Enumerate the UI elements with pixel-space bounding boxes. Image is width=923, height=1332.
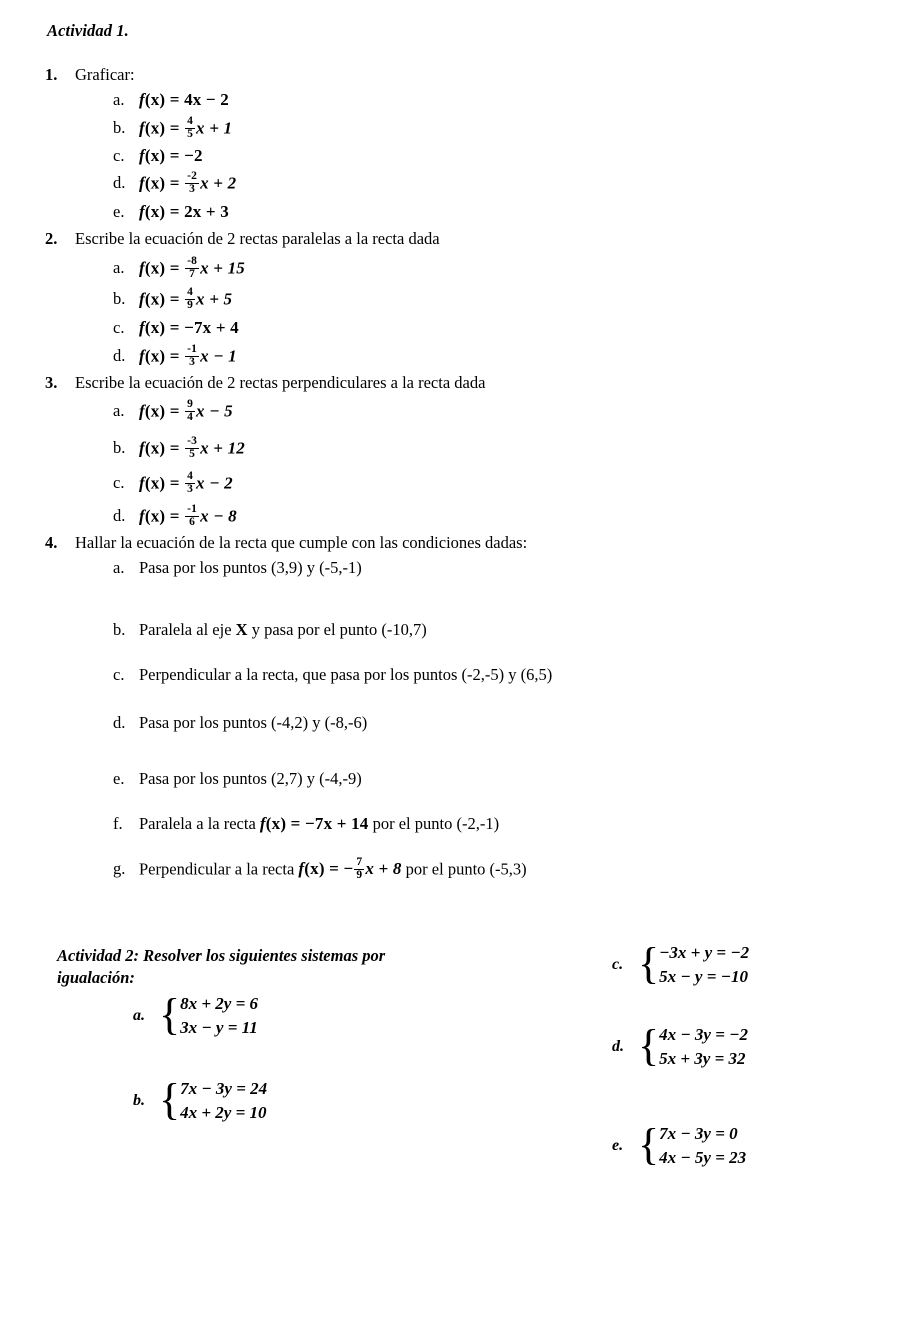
fraction-3d: $\frac{-1}{6}$ — [187, 503, 198, 528]
list-item-3 — [45, 373, 485, 393]
fraction-3c: $\frac{4}{3}$ — [187, 470, 194, 495]
formula-body: (x) = — [144, 438, 185, 458]
item-number: 4. — [45, 533, 58, 552]
formula-tail: x + 15 — [200, 258, 245, 278]
sub-letter: a. — [113, 401, 125, 421]
system-d — [612, 1020, 748, 1071]
sub-letter: a. — [113, 258, 125, 278]
formula-tail: x − 2 — [196, 473, 233, 493]
list-item-1e — [113, 202, 229, 222]
equation-2: 4x + 2y = 10 — [180, 1103, 267, 1123]
function-name: f — [139, 118, 145, 138]
system-c — [612, 938, 750, 989]
formula-1a — [139, 90, 229, 110]
system-e — [612, 1119, 747, 1170]
sub-letter: d. — [113, 713, 126, 732]
brace-icon: { — [638, 938, 660, 988]
system-equations — [659, 1122, 746, 1170]
formula-body: (x) = — [144, 473, 185, 493]
system-equations — [180, 1077, 267, 1125]
item-number: 3. — [45, 373, 58, 392]
sub-letter: d. — [113, 346, 126, 366]
list-item-4 — [45, 533, 527, 553]
system-equations — [659, 941, 749, 989]
function-name: f — [139, 90, 145, 109]
sub-letter: b. — [113, 438, 126, 458]
axis-label: X — [235, 620, 248, 639]
sub-letter: e. — [113, 769, 125, 788]
list-item-3d — [113, 505, 237, 529]
list-item-2a — [113, 257, 245, 281]
system-equations — [180, 992, 258, 1040]
function-name: f — [139, 318, 145, 337]
formula-body: (x) = — [144, 118, 185, 138]
formula-body: (x) = — [144, 258, 185, 278]
condition-4c: Perpendicular a la recta, que pasa por los puntos (-2,-5) y (6,5) — [139, 665, 553, 684]
function-name: f — [139, 346, 145, 366]
equation-1: 7x − 3y = 0 — [659, 1124, 738, 1143]
formula-tail: x + 12 — [200, 438, 245, 458]
formula-tail: x + 5 — [196, 289, 233, 309]
fraction-1b: $\frac{4}{5}$ — [187, 115, 194, 140]
function-name: f — [139, 146, 145, 165]
system-b — [133, 1074, 268, 1125]
list-item-1b — [113, 117, 232, 141]
item-text: Graficar: — [75, 65, 135, 84]
formula-1c — [139, 146, 203, 166]
formula-1d — [139, 172, 236, 196]
condition-4f: Paralela a la recta f(x) = −7x + 14 por el punto (-2,-1) — [139, 814, 500, 833]
formula-body: (x) = — [144, 401, 185, 421]
list-item-2b — [113, 288, 232, 312]
formula-3c — [139, 472, 233, 496]
function-name: f — [139, 506, 145, 526]
system-a — [133, 989, 259, 1040]
list-item-1 — [45, 65, 135, 85]
equation-1: 4x − 3y = −2 — [659, 1025, 748, 1044]
function-name: f — [139, 438, 145, 458]
formula-tail: x + 2 — [200, 173, 237, 193]
list-item-2 — [45, 229, 440, 249]
equation-1: 8x + 2y = 6 — [180, 994, 259, 1013]
system-equations — [659, 1023, 748, 1071]
sub-letter: b. — [113, 620, 126, 639]
system-letter: c. — [612, 956, 624, 974]
sub-letter: d. — [113, 173, 126, 193]
activity2-title: Actividad 2: Resolver los siguientes sistemas por igualación: — [57, 946, 386, 987]
condition-4d: Pasa por los puntos (-4,2) y (-8,-6) — [139, 713, 368, 732]
function-name: f — [298, 859, 305, 879]
fraction-3a: $\frac{9}{4}$ — [187, 398, 194, 423]
condition-4g: Perpendicular a la recta f(x) = − $\frac{7}{9}$ x + 8 por el punto (-5,3) — [139, 856, 527, 881]
formula-body: (x) = — [144, 289, 185, 309]
fraction-2b: $\frac{4}{9}$ — [187, 286, 194, 311]
formula-tail: x − 8 — [200, 506, 237, 526]
item-text: Escribe la ecuación de 2 rectas paralelas a la recta dada — [75, 229, 440, 248]
formula-body: (x) = 2x + 3 — [144, 202, 229, 221]
function-name: f — [139, 173, 145, 193]
list-item-4f — [113, 814, 499, 834]
formula-body: (x) = − — [304, 859, 354, 879]
sub-letter: c. — [113, 473, 125, 493]
list-item-4c — [113, 665, 552, 685]
formula-2a — [139, 257, 245, 281]
formula-3a — [139, 400, 233, 424]
formula-tail: x + 8 — [365, 859, 402, 879]
fraction-2d: $\frac{-1}{3}$ — [187, 343, 198, 368]
item-text: Escribe la ecuación de 2 rectas perpendiculares a la recta dada — [75, 373, 486, 392]
formula-1e — [139, 202, 229, 222]
formula-body: (x) = 4x − 2 — [144, 90, 229, 109]
function-name: f — [139, 473, 145, 493]
formula-2c — [139, 318, 239, 338]
sub-letter: d. — [113, 506, 126, 526]
formula-tail: x − 5 — [196, 401, 233, 421]
sub-letter: c. — [113, 665, 125, 684]
equation-1: 7x − 3y = 24 — [180, 1079, 268, 1098]
list-item-1c — [113, 146, 203, 166]
list-item-2c — [113, 318, 239, 338]
formula-2d — [139, 345, 237, 369]
equation-2: 3x − y = 11 — [180, 1018, 258, 1038]
formula-tail: x − 1 — [200, 346, 237, 366]
formula-1b — [139, 117, 232, 141]
sub-letter: g. — [113, 859, 126, 879]
list-item-4d — [113, 713, 367, 733]
sub-letter: c. — [113, 146, 125, 165]
formula-body: (x) = — [144, 173, 185, 193]
sub-letter: a. — [113, 558, 125, 577]
system-letter: b. — [133, 1092, 145, 1110]
equation-2: 5x − y = −10 — [659, 967, 748, 987]
list-item-3b — [113, 437, 245, 461]
sub-letter: b. — [113, 118, 126, 138]
brace-icon: { — [159, 989, 181, 1039]
list-item-1a — [113, 90, 229, 110]
condition-4e: Pasa por los puntos (2,7) y (-4,-9) — [139, 769, 362, 788]
list-item-2d — [113, 345, 237, 369]
formula-body: (x) = −2 — [144, 146, 203, 165]
sub-letter: c. — [113, 318, 125, 337]
brace-icon: { — [159, 1074, 181, 1124]
formula-3b — [139, 437, 245, 461]
list-item-4b — [113, 620, 427, 640]
system-letter: a. — [133, 1007, 145, 1025]
sub-letter: f. — [113, 814, 123, 833]
condition-4a: Pasa por los puntos (3,9) y (-5,-1) — [139, 558, 362, 577]
function-name: f — [139, 202, 145, 221]
system-letter: d. — [612, 1038, 624, 1056]
function-name: f — [139, 289, 145, 309]
item-number: 2. — [45, 229, 58, 248]
list-item-3c — [113, 472, 233, 496]
list-item-4e — [113, 769, 362, 789]
list-item-3a — [113, 400, 233, 424]
fraction-1d: $\frac{-2}{3}$ — [187, 170, 198, 195]
formula-body: (x) = −7x + 14 — [265, 814, 369, 833]
formula-tail: x + 1 — [196, 118, 233, 138]
fraction-4g: $\frac{7}{9}$ — [356, 856, 363, 881]
system-letter: e. — [612, 1137, 624, 1155]
activity1-title: Actividad 1. — [47, 21, 129, 40]
sub-letter: b. — [113, 289, 126, 309]
formula-2b — [139, 288, 232, 312]
condition-4b: Paralela al eje X y pasa por el punto (-10,7) — [139, 620, 427, 639]
list-item-4a — [113, 558, 362, 578]
equation-2: 4x − 5y = 23 — [659, 1148, 747, 1168]
list-item-1d — [113, 172, 236, 196]
function-name: f — [259, 814, 266, 833]
item-text: Hallar la ecuación de la recta que cumple con las condiciones dadas: — [75, 533, 528, 552]
formula-body: (x) = — [144, 506, 185, 526]
equation-1: −3x + y = −2 — [659, 943, 750, 962]
function-name: f — [139, 258, 145, 278]
brace-icon: { — [638, 1020, 660, 1070]
list-item-4g — [113, 858, 527, 882]
fraction-2a: $\frac{-8}{7}$ — [187, 255, 198, 280]
item-number: 1. — [45, 65, 58, 84]
formula-body: (x) = — [144, 346, 185, 366]
fraction-3b: $\frac{-3}{5}$ — [187, 435, 198, 460]
formula-3d — [139, 505, 237, 529]
brace-icon: { — [638, 1119, 660, 1169]
equation-2: 5x + 3y = 32 — [659, 1049, 746, 1069]
sub-letter: a. — [113, 90, 125, 109]
sub-letter: e. — [113, 202, 125, 221]
function-name: f — [139, 401, 145, 421]
formula-body: (x) = −7x + 4 — [144, 318, 239, 337]
